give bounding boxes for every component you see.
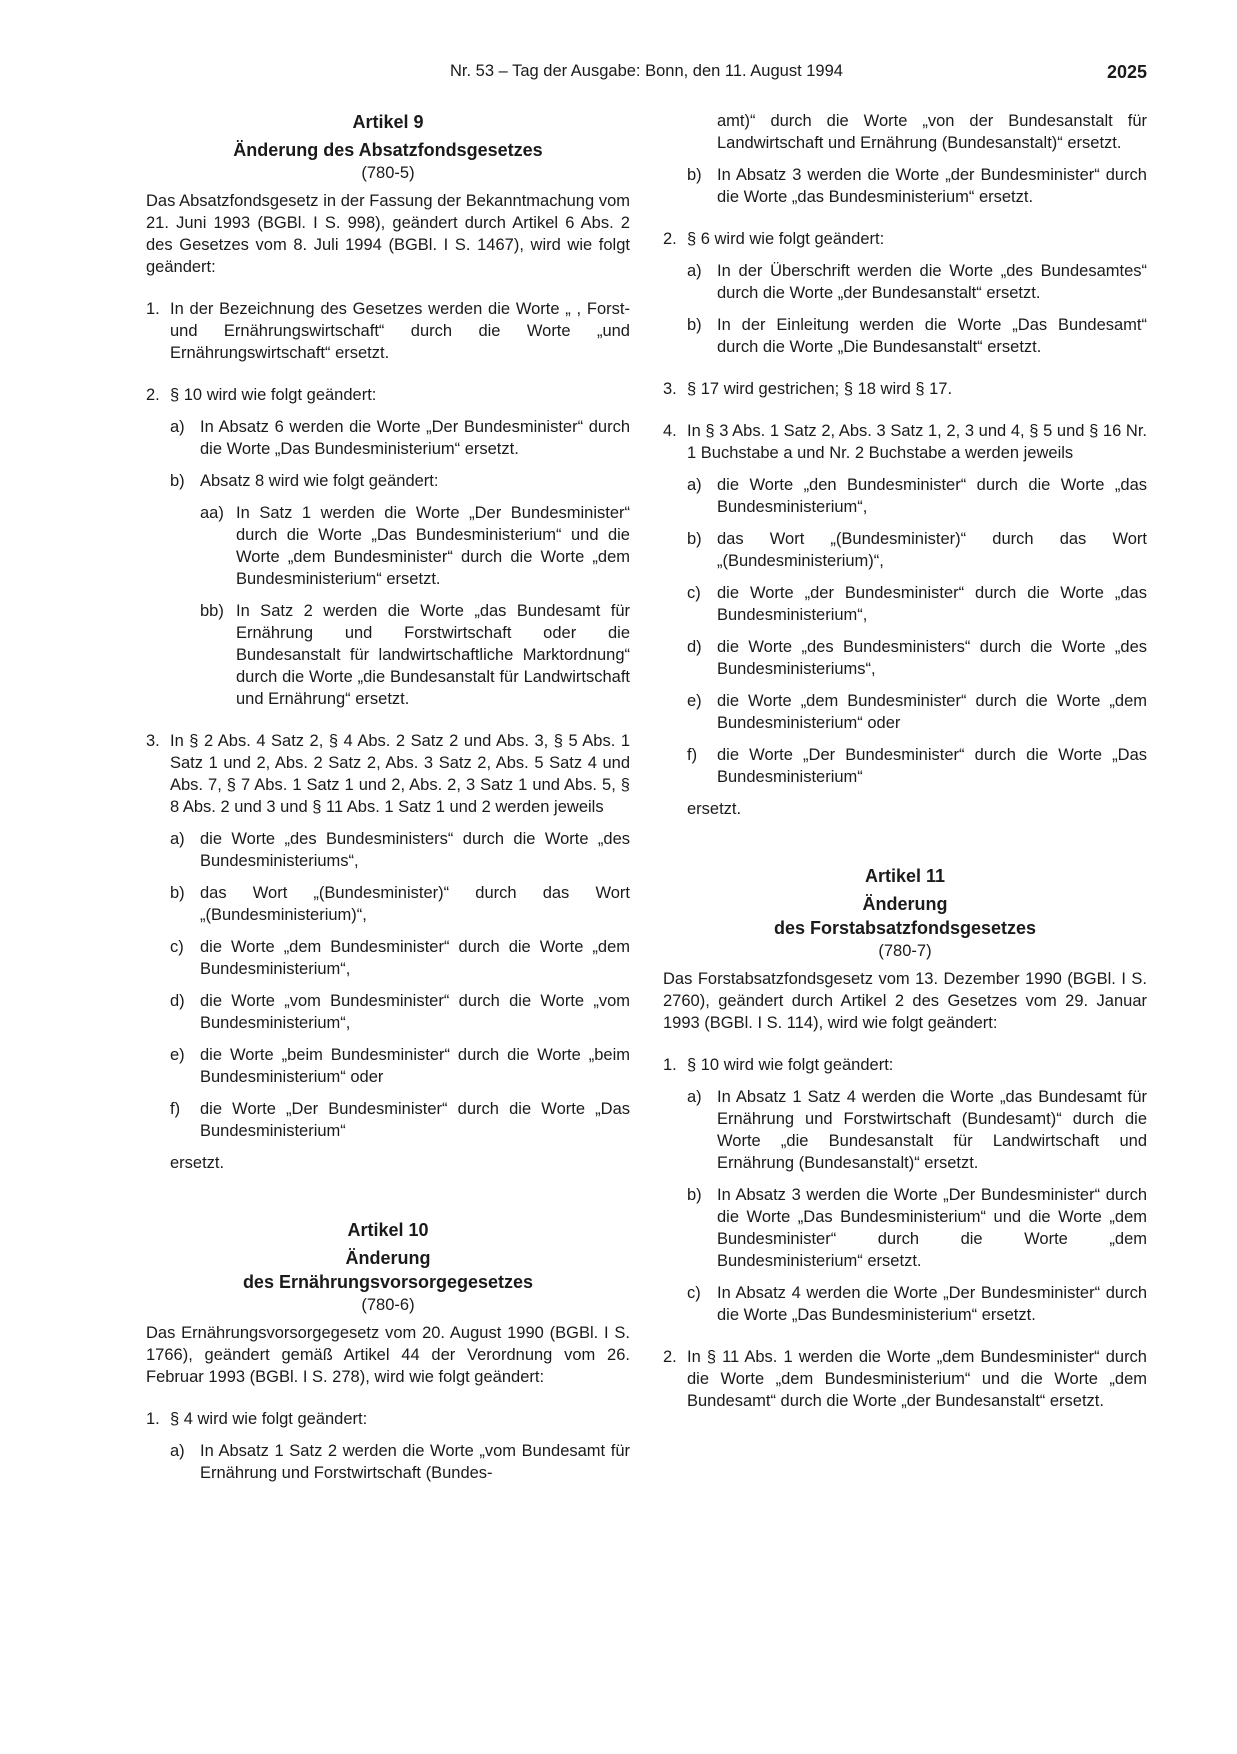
item-text: In der Bezeichnung des Gesetzes werden die Worte „ , Forst- und Ernährungswirtschaft“ durch die Worte „und Ernährungswirtschaft“ ersetzt. — [170, 300, 630, 362]
sub-item-label: d) — [687, 638, 702, 656]
item-label: 2. — [663, 1348, 677, 1366]
list-item — [146, 384, 630, 710]
sub-item-label: b) — [170, 884, 185, 902]
article-10-subtitle-2: des Ernährungsvorsorgegesetzes — [242, 1272, 534, 1292]
sub-item — [687, 1184, 1147, 1272]
sub-item-text: die Worte „Der Bundesminister“ durch die Worte „Das Bundesministerium“ — [200, 1100, 630, 1140]
sub-item-text: In Absatz 3 werden die Worte „Der Bundesminister“ durch die Worte „Das Bundesministerium“ und die Worte „dem Bundesminister“ durch die Worte „dem Bundesministerium“ ersetzt. — [717, 1186, 1147, 1270]
sub-item-label: c) — [687, 584, 701, 602]
item-text: § 10 wird wie folgt geändert: — [687, 1056, 894, 1074]
sub-item-label: a) — [170, 1442, 185, 1460]
item-text: In § 11 Abs. 1 werden die Worte „dem Bundesminister“ durch die Worte „dem Bundesministerium“ und die Worte „dem Bundesamt“ durch die Worte „der Bundesanstalt“ ersetzt. — [687, 1348, 1147, 1410]
sub-item — [170, 882, 630, 926]
item-label: 4. — [663, 422, 677, 440]
sub-item-text: die Worte „des Bundesministers“ durch die Worte „des Bundesministeriums“, — [200, 830, 630, 870]
sub-item-text: In der Überschrift werden die Worte „des Bundesamtes“ durch die Worte „der Bundesanstalt“ ersetzt. — [717, 262, 1147, 302]
issue-line: Nr. 53 – Tag der Ausgabe: Bonn, den 11. August 1994 — [450, 62, 843, 80]
article-9-subtitle: Änderung des Absatzfondsgesetzes — [233, 140, 543, 160]
article-10-intro: Das Ernährungsvorsorgegesetz vom 20. August 1990 (BGBl. I S. 1766), geändert gemäß Artikel 44 der Verordnung vom 26. Februar 1993 (BGBl. I S. 278), wird wie folgt geändert: — [146, 1324, 630, 1386]
sub-item — [170, 1044, 630, 1088]
sub-item — [170, 416, 630, 460]
list-item — [663, 1054, 1147, 1326]
closing-word: ersetzt. — [170, 1154, 225, 1172]
sub-item — [687, 690, 1147, 734]
sub-sub-item-text: In Satz 1 werden die Worte „Der Bundesminister“ durch die Worte „Das Bundesministerium“ und die Worte „dem Bundesminister“ durch die Worte „dem Bundesministerium“ ersetzt. — [236, 504, 630, 588]
sub-item — [687, 164, 1147, 208]
sub-item — [170, 1098, 630, 1142]
sub-item-text: In Absatz 3 werden die Worte „der Bundesminister“ durch die Worte „das Bundesministerium“ ersetzt. — [717, 166, 1147, 206]
sub-item-label: e) — [170, 1046, 185, 1064]
list-item — [146, 1408, 630, 1484]
sub-item-text: In Absatz 1 Satz 4 werden die Worte „das Bundesamt für Ernährung und Forstwirtschaft (Bundesamt)“ durch die Worte „die Bundesanstalt für Landwirtschaft und Ernährung (Bundesanstalt)“ ersetzt. — [717, 1088, 1147, 1172]
sub-item-text: In Absatz 6 werden die Worte „Der Bundesminister“ durch die Worte „Das Bundesministerium“ ersetzt. — [200, 418, 630, 458]
left-column — [146, 110, 630, 1484]
sub-sub-item-label: bb) — [200, 602, 224, 620]
sub-sub-item — [200, 600, 630, 710]
sub-item — [687, 528, 1147, 572]
sub-item — [170, 936, 630, 980]
item-label: 2. — [663, 230, 677, 248]
sub-item-label: b) — [687, 530, 702, 548]
sub-item-label: f) — [687, 746, 698, 764]
article-11-number: (780-7) — [878, 942, 932, 960]
sub-item-label: b) — [170, 472, 185, 490]
item-text: § 10 wird wie folgt geändert: — [170, 386, 377, 404]
sub-item-text: die Worte „beim Bundesminister“ durch die Worte „beim Bundesministerium“ oder — [200, 1046, 630, 1086]
article-11-title: Artikel 11 — [864, 866, 946, 886]
list-item-continued — [663, 110, 1147, 208]
sub-item — [687, 1086, 1147, 1174]
sub-item — [687, 744, 1147, 788]
article-11-subtitle: Änderung — [862, 894, 948, 914]
sub-item-label: b) — [687, 316, 702, 334]
list-item — [663, 1346, 1147, 1412]
sub-item — [687, 636, 1147, 680]
page-header — [146, 62, 1147, 86]
article-10-title: Artikel 10 — [347, 1220, 429, 1240]
sub-item-text: die Worte „des Bundesministers“ durch die Worte „des Bundesministeriums“, — [717, 638, 1147, 678]
sub-item-text: das Wort „(Bundesminister)“ durch das Wort „(Bundesministerium)“, — [717, 530, 1147, 570]
item-label: 1. — [146, 1410, 160, 1428]
closing-word: ersetzt. — [687, 800, 742, 818]
sub-item-label: e) — [687, 692, 702, 710]
list-item — [146, 730, 630, 1174]
sub-item-label: a) — [170, 830, 185, 848]
list-item — [663, 420, 1147, 820]
sub-item-text: die Worte „Der Bundesminister“ durch die Worte „Das Bundesministerium“ — [717, 746, 1147, 786]
sub-item-text: Absatz 8 wird wie folgt geändert: — [200, 472, 439, 490]
list-item — [663, 228, 1147, 358]
item-text: § 6 wird wie folgt geändert: — [687, 230, 885, 248]
sub-item-text: das Wort „(Bundesminister)“ durch das Wort „(Bundesministerium)“, — [200, 884, 630, 924]
sub-item-text: In Absatz 4 werden die Worte „Der Bundesminister“ durch die Worte „Das Bundesministerium“ ersetzt. — [717, 1284, 1147, 1324]
sub-item-text: In der Einleitung werden die Worte „Das Bundesamt“ durch die Worte „Die Bundesanstalt“ ersetzt. — [717, 316, 1147, 356]
article-11-intro: Das Forstabsatzfondsgesetz vom 13. Dezember 1990 (BGBl. I S. 2760), geändert durch Artikel 2 des Gesetzes vom 29. Januar 1993 (BGBl. I S. 114), wird wie folgt geändert: — [663, 970, 1147, 1032]
sub-item-text: die Worte „vom Bundesminister“ durch die Worte „vom Bundesministerium“, — [200, 992, 630, 1032]
sub-item-label: b) — [687, 166, 702, 184]
sub-item-label: a) — [687, 262, 702, 280]
sub-item-text: die Worte „der Bundesminister“ durch die Worte „das Bundesministerium“, — [717, 584, 1147, 624]
page-number: 2025 — [1106, 62, 1147, 82]
article-11-subtitle-2: des Forstabsatzfondsgesetzes — [773, 918, 1037, 938]
article-10-number: (780-6) — [361, 1296, 415, 1314]
sub-sub-item-label: aa) — [200, 504, 224, 522]
sub-item-text: In Absatz 1 Satz 2 werden die Worte „vom Bundesamt für Ernährung und Forstwirtschaft (Bundes- — [200, 1442, 630, 1482]
item-label: 2. — [146, 386, 160, 404]
item-label: 3. — [146, 732, 160, 750]
sub-item-label: a) — [687, 476, 702, 494]
right-column — [663, 110, 1147, 1412]
item-label: 1. — [663, 1056, 677, 1074]
sub-item — [687, 582, 1147, 626]
sub-item-label: c) — [687, 1284, 701, 1302]
sub-item-text: die Worte „dem Bundesminister“ durch die Worte „dem Bundesministerium“ oder — [717, 692, 1147, 732]
sub-item-label: d) — [170, 992, 185, 1010]
sub-item — [687, 260, 1147, 304]
item-label: 1. — [146, 300, 160, 318]
sub-item-label: f) — [170, 1100, 181, 1118]
sub-sub-item — [200, 502, 630, 590]
article-9-number: (780-5) — [361, 164, 415, 182]
sub-item — [170, 470, 630, 710]
sub-item-label: c) — [170, 938, 184, 956]
sub-item-text: die Worte „den Bundesminister“ durch die Worte „das Bundesministerium“, — [717, 476, 1147, 516]
sub-item — [170, 1440, 630, 1484]
sub-item — [687, 1282, 1147, 1326]
sub-item-text: die Worte „dem Bundesminister“ durch die Worte „dem Bundesministerium“, — [200, 938, 630, 978]
article-9-title: Artikel 9 — [352, 112, 424, 132]
item-text: § 4 wird wie folgt geändert: — [170, 1410, 368, 1428]
list-item — [146, 298, 630, 364]
sub-item-text: amt)“ durch die Worte „von der Bundesanstalt für Landwirtschaft und Ernährung (Bundesanstalt)“ ersetzt. — [717, 112, 1147, 152]
sub-item-continued — [687, 110, 1147, 154]
item-text: In § 2 Abs. 4 Satz 2, § 4 Abs. 2 Satz 2 und Abs. 3, § 5 Abs. 1 Satz 1 und 2, Abs. 2 Satz 2, Abs. 3 Satz 2, Abs. 5 Satz 4 und Abs. 7, § 7 Abs. 1 Satz 1 und 2, Abs. 2, 3 Satz 1 und Abs. 5, § 8 Abs. 2 und 3 und § 11 Abs. 1 Satz 1 und 2 werden jeweils — [170, 732, 630, 816]
sub-item-label: a) — [687, 1088, 702, 1106]
list-item — [663, 378, 1147, 400]
sub-sub-item-text: In Satz 2 werden die Worte „das Bundesamt für Ernährung und Forstwirtschaft oder die Bundesanstalt für landwirtschaftliche Marktordnung“ durch die Worte „die Bundesanstalt für Landwirtschaft und Ernährung“ ersetzt. — [236, 602, 630, 708]
sub-item — [687, 474, 1147, 518]
item-text: In § 3 Abs. 1 Satz 2, Abs. 3 Satz 1, 2, 3 und 4, § 5 und § 16 Nr. 1 Buchstabe a und Nr. 2 Buchstabe a werden jeweils — [687, 422, 1147, 462]
item-text: § 17 wird gestrichen; § 18 wird § 17. — [687, 380, 953, 398]
sub-item-label: b) — [687, 1186, 702, 1204]
item-label: 3. — [663, 380, 677, 398]
sub-item — [170, 828, 630, 872]
article-9-intro: Das Absatzfondsgesetz in der Fassung der Bekanntmachung vom 21. Juni 1993 (BGBl. I S. 998), geändert durch Artikel 6 Abs. 2 des Gesetzes vom 8. Juli 1994 (BGBl. I S. 1467), wird wie folgt geändert: — [146, 192, 630, 276]
article-10-subtitle: Änderung — [345, 1248, 431, 1268]
sub-item — [687, 314, 1147, 358]
sub-item-label: a) — [170, 418, 185, 436]
sub-item — [170, 990, 630, 1034]
